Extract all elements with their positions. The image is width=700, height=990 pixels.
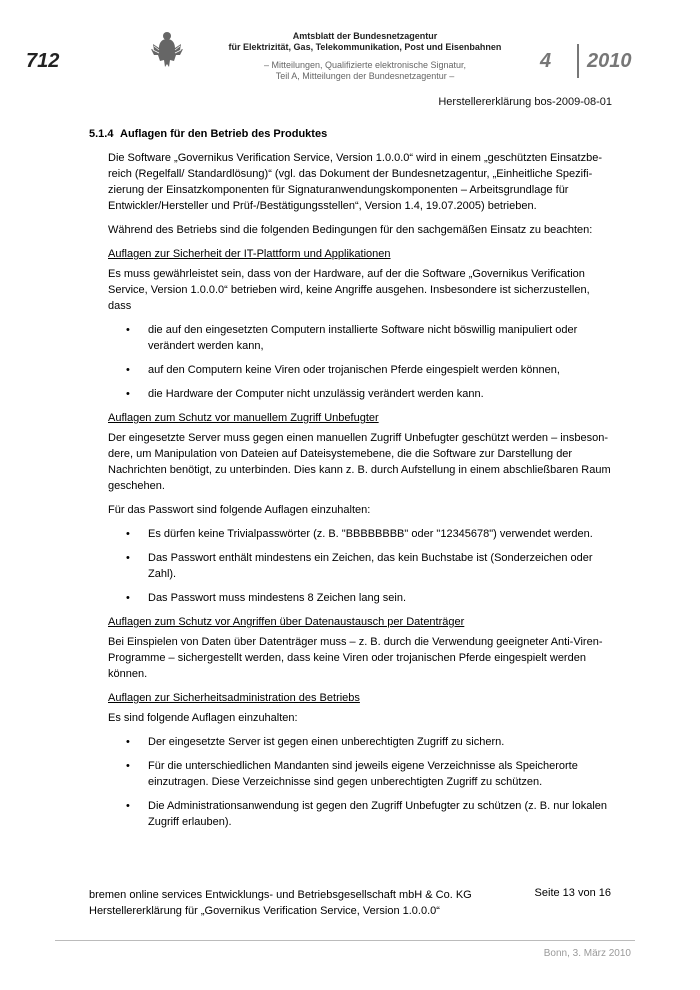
paragraph: Für das Passwort sind folgende Auflagen einzuhalten: bbox=[108, 504, 371, 516]
section-title: Auflagen für den Betrieb des Produktes bbox=[120, 128, 328, 140]
footer-declaration: Herstellererklärung für „Governikus Verification Service, Version 1.0.0.0“ bbox=[89, 905, 440, 917]
list-item: • Die Administrationsanwendung ist gegen den Zugriff Unbefugter zu schützen (z. B. nur lokalen Zugriff erlauben). bbox=[126, 800, 608, 828]
subheading-manual-access: Auflagen zum Schutz vor manuellem Zugriff Unbefugter bbox=[108, 412, 379, 424]
publication-date: Bonn, 3. März 2010 bbox=[543, 948, 631, 959]
list-item: • Das Passwort enthält mindestens ein Zeichen, das kein Buchstabe ist (Sonderzeichen oder Zahl). bbox=[126, 552, 593, 580]
issue-number: 4 bbox=[540, 50, 552, 72]
paragraph: Es muss gewährleistet sein, dass von der Hardware, auf der die Software „Governikus Verification Service, Version 1.0.0.0“ betrieben wird, keine Angriffe ausgehen. Insbesondere ist sicherzustellen, dass bbox=[108, 268, 590, 312]
paragraph: Es sind folgende Auflagen einzuhalten: bbox=[108, 712, 298, 724]
bullet-icon: • bbox=[126, 364, 130, 376]
list-item: • die auf den eingesetzten Computern installierte Software nicht böswillig manipuliert oder verändert werden kann, bbox=[126, 324, 578, 352]
header-title bbox=[200, 31, 530, 53]
list-item: • Es dürfen keine Trivialpasswörter (z. B. "BBBBBBBB" oder "12345678") verwendet werden. bbox=[126, 528, 593, 540]
subheading-security-admin: Auflagen zur Sicherheitsadministration des Betriebs bbox=[108, 692, 360, 704]
bullet-list-security-admin bbox=[108, 734, 613, 830]
paragraph: Der eingesetzte Server muss gegen einen manuellen Zugriff Unbefugter geschützt werden – insbesondere, um Manipulation von Dateien auf Dateisystemebene, die die Software zur Darstellung der Nachrichten benötigt, zu unterbinden. Dies kann z. B. durch Aufstellung in einem abschließbaren Raum geschehen. bbox=[108, 432, 611, 492]
footer-divider bbox=[55, 940, 635, 941]
subheading-it-platform: Auflagen zur Sicherheit der IT-Plattform und Applikationen bbox=[108, 248, 391, 260]
bullet-icon: • bbox=[126, 592, 130, 604]
footer-page-count: Seite 13 von 16 bbox=[534, 887, 611, 899]
bullet-icon: • bbox=[126, 800, 130, 812]
bullet-icon: • bbox=[126, 528, 130, 540]
header-sub-line1: – Mitteilungen, Qualifizierte elektronische Signatur, bbox=[263, 60, 467, 70]
paragraph: Die Software „Governikus Verification Service, Version 1.0.0.0“ wird in einem „geschützten Einsatzbereich (Regelfall/ Standardlösung)“ (vgl. das Dokument der Bundesnetzagentur, „Einheitliche Spezifizierung der Einsatzkomponenten für Signaturanwendungskomponenten – Arbeitsgrundlage für Entwickler/Hersteller und Prüf-/Bestätigungsstellen“, Version 1.4, 19.07.2005) betrieben. bbox=[108, 152, 603, 212]
list-item: • Das Passwort muss mindestens 8 Zeichen lang sein. bbox=[126, 592, 407, 604]
header-subtitle bbox=[200, 60, 530, 82]
issue-divider bbox=[577, 44, 579, 78]
footer-info bbox=[89, 887, 472, 919]
federal-eagle-icon bbox=[150, 30, 184, 70]
list-item: • auf den Computern keine Viren oder trojanischen Pferde eingespielt werden können, bbox=[126, 364, 560, 376]
bullet-list-it-platform bbox=[108, 322, 613, 402]
body-content bbox=[108, 150, 613, 838]
paragraph: Während des Betriebs sind die folgenden Bedingungen für den sachgemäßen Einsatz zu beachten: bbox=[108, 224, 593, 236]
bullet-icon: • bbox=[126, 760, 130, 772]
page-number: 712 bbox=[26, 50, 60, 72]
header-sub-line2: Teil A, Mitteilungen der Bundesnetzagentur – bbox=[275, 71, 455, 81]
footer-company: bremen online services Entwicklungs- und Betriebsgesellschaft mbH & Co. KG bbox=[89, 889, 472, 901]
header-title-line2: für Elektrizität, Gas, Telekommunikation, Post und Eisenbahnen bbox=[228, 42, 502, 52]
list-item: • Für die unterschiedlichen Mandanten sind jeweils eigene Verzeichnisse als Speicherorte einzutragen. Diese Verzeichnisse sind gegen unberechtigten Zugriff zu schützen. bbox=[126, 760, 578, 788]
bullet-icon: • bbox=[126, 324, 130, 336]
section-number: 5.1.4 bbox=[89, 128, 114, 140]
bullet-icon: • bbox=[126, 388, 130, 400]
list-item: • Der eingesetzte Server ist gegen einen unberechtigten Zugriff zu sichern. bbox=[126, 736, 505, 748]
subheading-data-media: Auflagen zum Schutz vor Angriffen über Datenaustausch per Datenträger bbox=[108, 616, 465, 628]
list-item: • die Hardware der Computer nicht unzulässig verändert werden kann. bbox=[126, 388, 484, 400]
bullet-icon: • bbox=[126, 552, 130, 564]
declaration-reference: Herstellererklärung bos-2009-08-01 bbox=[438, 96, 612, 108]
bullet-list-password bbox=[108, 526, 613, 606]
section-heading bbox=[89, 128, 327, 140]
paragraph: Bei Einspielen von Daten über Datenträger muss – z. B. durch die Verwendung geeigneter Anti-Viren-Programme – sichergestellt werden, dass keine Viren oder trojanischen Pferde eingespielt werden können. bbox=[108, 636, 603, 680]
issue-year: 2010 bbox=[587, 50, 632, 72]
bullet-icon: • bbox=[126, 736, 130, 748]
header-title-line1: Amtsblatt der Bundesnetzagentur bbox=[292, 31, 438, 41]
